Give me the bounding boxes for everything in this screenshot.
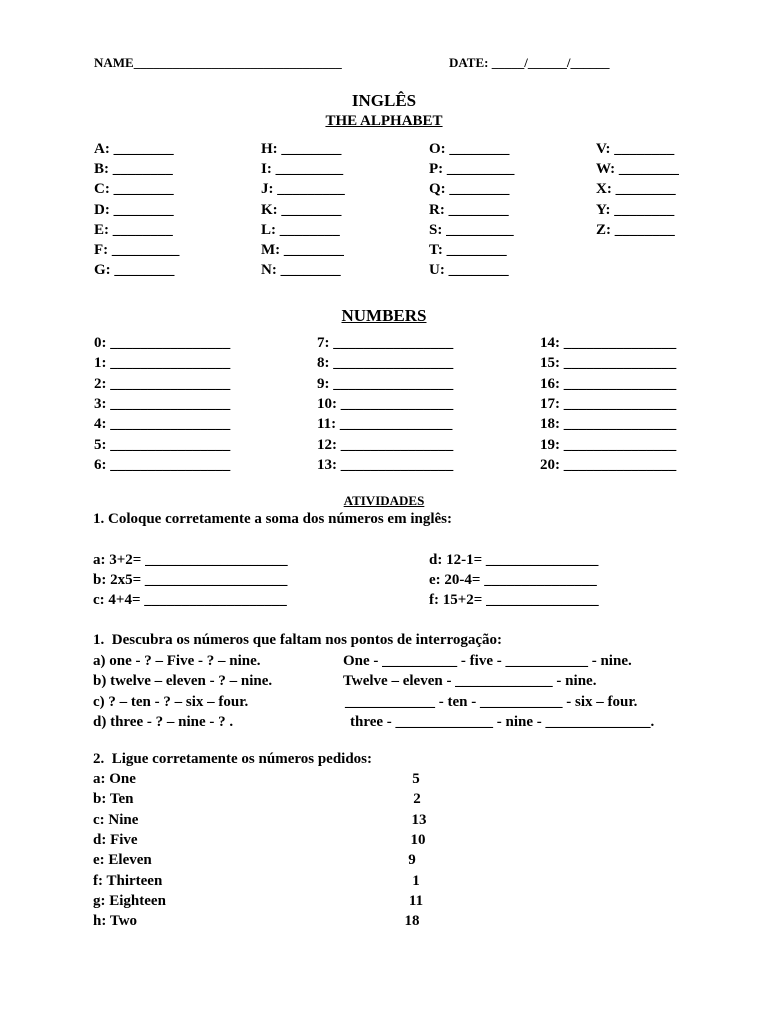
alphabet-letter-line: Q: ________ [429,181,510,198]
alphabet-letter-line: P: _________ [429,161,515,178]
alphabet-letter-line: I: _________ [261,161,344,178]
alphabet-letter-line: O: ________ [429,141,510,157]
alphabet-letter-line: B: ________ [94,161,173,178]
sequence-prompt: d) three - ? – nine - ? . [93,713,234,730]
alphabet-letter-line: H: ________ [261,141,342,157]
number-line: 3: ________________ [94,395,231,412]
match-word: h: Two [93,913,138,930]
number-line: 6: ________________ [94,456,231,473]
sequence-prompt: b) twelve – eleven - ? – nine. [93,673,273,690]
numbers-title: NUMBERS [341,306,427,325]
alphabet-letter-line: S: _________ [429,221,514,238]
match-word: f: Thirteen [93,872,163,889]
match-number: 5 [412,771,420,787]
sequence-prompt: a) one - ? – Five - ? – nine. [93,653,261,669]
number-line: 13: _______________ [317,456,454,473]
number-line: 11: _______________ [317,416,453,433]
match-number: 9 [408,852,416,869]
number-line: 5: ________________ [94,436,231,453]
alphabet-letter-line: X: ________ [596,181,676,198]
alphabet-letter-line: F: _________ [94,242,180,258]
alphabet-letter-line: N: ________ [261,262,341,279]
question-3-title: 2. Ligue corretamente os números pedidos: [93,751,373,767]
match-word: e: Eleven [93,852,152,869]
number-line: 17: _______________ [540,395,677,412]
alphabet-letter-line: E: ________ [94,221,173,238]
sequence-answer: three - _____________ - nine - ______________. [350,713,655,730]
alphabet-letter-line: L: ________ [261,221,340,238]
sum-exercise: f: 15+2= _______________ [429,592,599,609]
match-number: 2 [413,791,421,808]
alphabet-letter-line: J: _________ [261,181,345,198]
number-line: 4: ________________ [94,416,231,433]
match-word: g: Eighteen [93,892,166,909]
sequence-answer: One - __________ - five - ___________ - nine. [343,653,632,669]
match-number: 13 [411,811,427,828]
alphabet-letter-line: Z: ________ [596,221,675,238]
sum-exercise: a: 3+2= ___________________ [93,552,288,568]
number-line: 12: _______________ [317,436,454,453]
number-line: 10: _______________ [317,395,454,412]
match-word: c: Nine [93,811,139,828]
alphabet-letter-line: U: ________ [429,262,509,279]
match-number: 18 [404,913,420,930]
alphabet-title: THE ALPHABET [325,113,443,129]
number-line: 9: ________________ [317,375,454,392]
match-number: 11 [408,892,424,909]
alphabet-letter-line: D: ________ [94,201,174,218]
number-line: 15: _______________ [540,355,677,372]
match-word: d: Five [93,831,138,848]
sequence-answer: Twelve – eleven - _____________ - nine. [343,673,597,690]
alphabet-letter-line: K: ________ [261,201,342,218]
question-1-title: 1. Coloque corretamente a soma dos números em inglês: [93,511,452,527]
alphabet-letter-line: Y: ________ [596,201,675,218]
sum-exercise: c: 4+4= ___________________ [93,592,287,609]
question-2-title: 1. Descubra os números que faltam nos pontos de interrogação: [93,632,503,648]
number-line: 2: ________________ [94,375,231,392]
date-field[interactable]: DATE: _____/______/______ [449,55,610,70]
page-title: INGLÊS [351,91,417,110]
alphabet-letter-line: V: ________ [596,141,675,157]
sum-exercise: b: 2x5= ___________________ [93,572,288,589]
number-line: 20: _______________ [540,456,677,473]
number-line: 19: _______________ [540,436,677,453]
alphabet-letter-line: C: ________ [94,181,174,198]
alphabet-letter-line: M: ________ [261,242,344,258]
alphabet-letter-line: T: ________ [429,242,507,258]
match-number: 10 [410,831,426,848]
alphabet-letter-line: W: ________ [596,161,679,178]
number-line: 0: ________________ [94,335,231,351]
match-word: a: One [93,771,136,787]
sum-exercise: d: 12-1= _______________ [429,552,599,568]
sum-exercise: e: 20-4= _______________ [429,572,597,589]
number-line: 7: ________________ [317,335,454,351]
alphabet-letter-line: G: ________ [94,262,175,279]
number-line: 16: _______________ [540,375,677,392]
number-line: 18: _______________ [540,416,677,433]
match-number: 1 [412,872,420,889]
name-field[interactable]: NAME________________________________ [94,55,342,70]
number-line: 14: _______________ [540,335,677,351]
sequence-prompt: c) ? – ten - ? – six – four. [93,693,249,710]
sequence-answer: ____________ - ten - ___________ - six – four. [345,693,638,710]
activities-title: ATIVIDADES [343,493,425,508]
match-word: b: Ten [93,791,134,808]
alphabet-letter-line: R: ________ [429,201,509,218]
alphabet-letter-line: A: ________ [94,141,174,157]
number-line: 8: ________________ [317,355,454,372]
number-line: 1: ________________ [94,355,231,372]
